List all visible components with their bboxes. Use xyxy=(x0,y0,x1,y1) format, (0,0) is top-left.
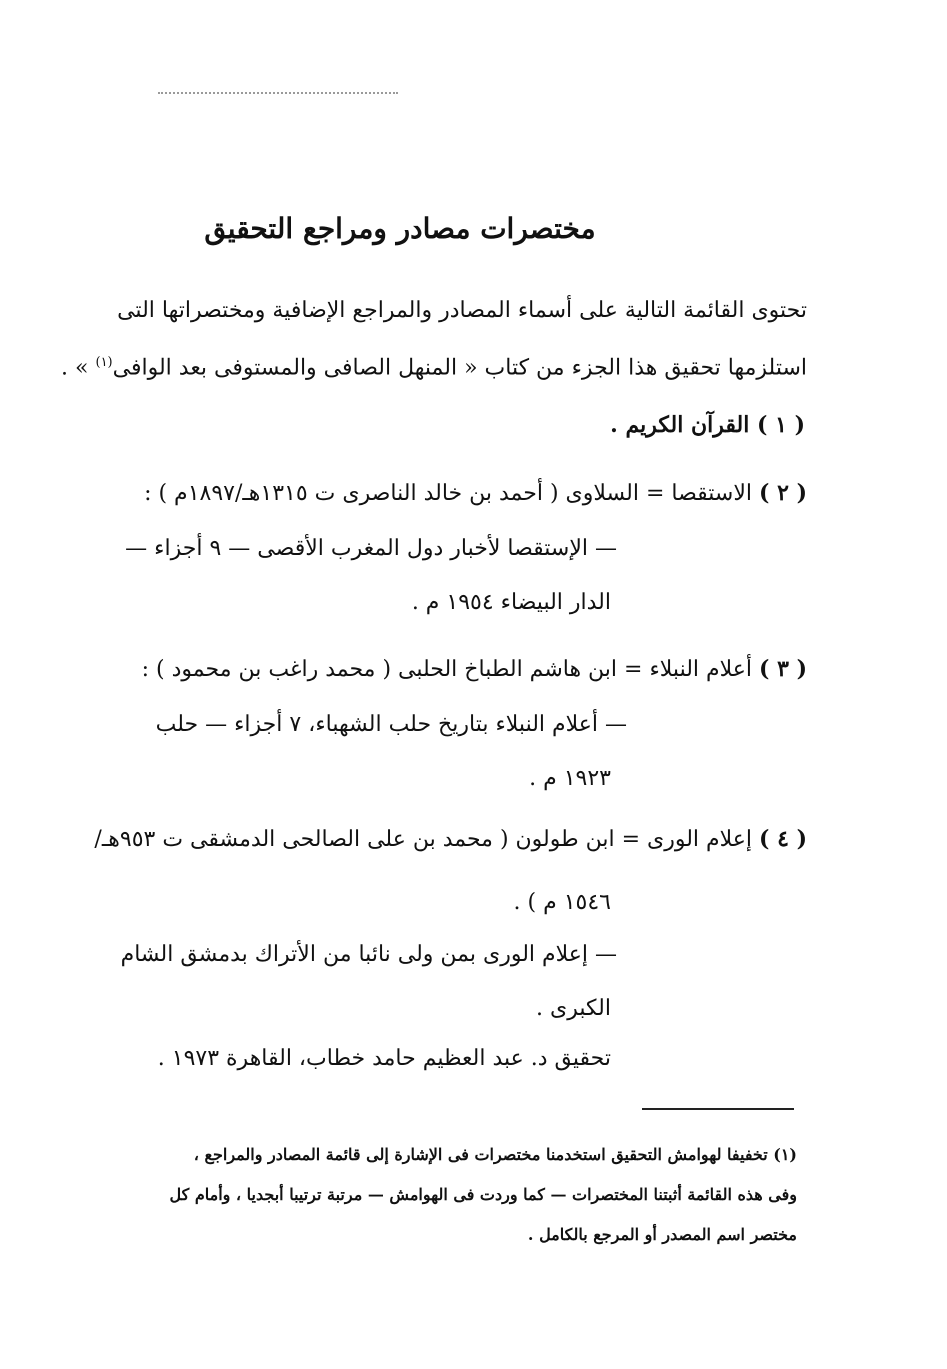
entry-3-line-2: — أعلام النبلاء بتاريخ حلب الشهباء، ٧ أجزاء — حلب xyxy=(155,712,627,737)
entry-1-line-1: القرآن الكريم . xyxy=(610,412,750,438)
entry-2-number: ( ٢ ) xyxy=(759,480,807,506)
entry-2-line-1-row xyxy=(144,478,807,509)
footnote-line-3: مختصر اسم المصدر أو المرجع بالكامل . xyxy=(527,1225,797,1244)
entry-4-line-1: إعلام الورى = ابن طولون ( محمد بن على الصالحى الدمشقى ت ٩٥٣هـ/ xyxy=(94,827,753,852)
intro-line-2-end: » . xyxy=(61,355,89,381)
entry-1-number: ( ١ ) xyxy=(757,412,805,438)
entry-4-line-1-row xyxy=(94,824,807,855)
footnote-line-2: وفى هذه القائمة أثبتنا المختصرات — كما وردت فى الهوامش — مرتبة ترتيبا أبجديا ، وأمام كل xyxy=(169,1185,797,1204)
entry-4-line-4: الكبرى . xyxy=(536,996,611,1021)
footnote-line-1: (١) تخفيفا لهوامش التحقيق استخدمنا مختصرات فى الإشارة إلى قائمة المصادر والمراجع ، xyxy=(193,1145,797,1164)
entry-3-line-3: ١٩٢٣ م . xyxy=(529,766,611,791)
entry-4-number: ( ٤ ) xyxy=(759,826,807,852)
page-title: مختصرات مصادر ومراجع التحقيق xyxy=(204,212,596,245)
entry-1 xyxy=(610,410,805,440)
footnote-marker: (١) xyxy=(95,355,113,370)
intro-line-2 xyxy=(61,348,807,383)
entry-3-line-1: أعلام النبلاء = ابن هاشم الطباخ الحلبى ( محمد راغب بن محمود ) : xyxy=(141,657,753,682)
entry-4-line-3: — إعلام الورى بمن ولى نائبا من الأتراك بدمشق الشام xyxy=(120,942,617,967)
entry-4-line-5: تحقيق د. عبد العظيم حامد خطاب، القاهرة ١٩٧٣ . xyxy=(157,1046,611,1071)
entry-2-line-1: الاستقصا = السلاوى ( أحمد بن خالد الناصرى ت ١٣١٥هـ/١٨٩٧م ) : xyxy=(144,481,753,506)
intro-line-1: تحتوى القائمة التالية على أسماء المصادر والمراجع الإضافية ومختصراتها التى xyxy=(117,298,807,323)
top-dotted-rule xyxy=(158,92,398,94)
entry-2-line-3: الدار البيضاء ١٩٥٤ م . xyxy=(411,590,611,615)
entry-3-number: ( ٣ ) xyxy=(759,656,807,682)
intro-line-2-text: استلزمها تحقيق هذا الجزء من كتاب « المنهل الصافى والمستوفى بعد الوافى xyxy=(112,355,807,381)
entry-2-line-2: — الإستقصا لأخبار دول المغرب الأقصى — ٩ أجزاء — xyxy=(125,536,617,561)
footnote-separator xyxy=(642,1108,794,1110)
entry-4-line-2: ١٥٤٦ م ) . xyxy=(513,890,611,915)
entry-3-line-1-row xyxy=(142,654,807,685)
